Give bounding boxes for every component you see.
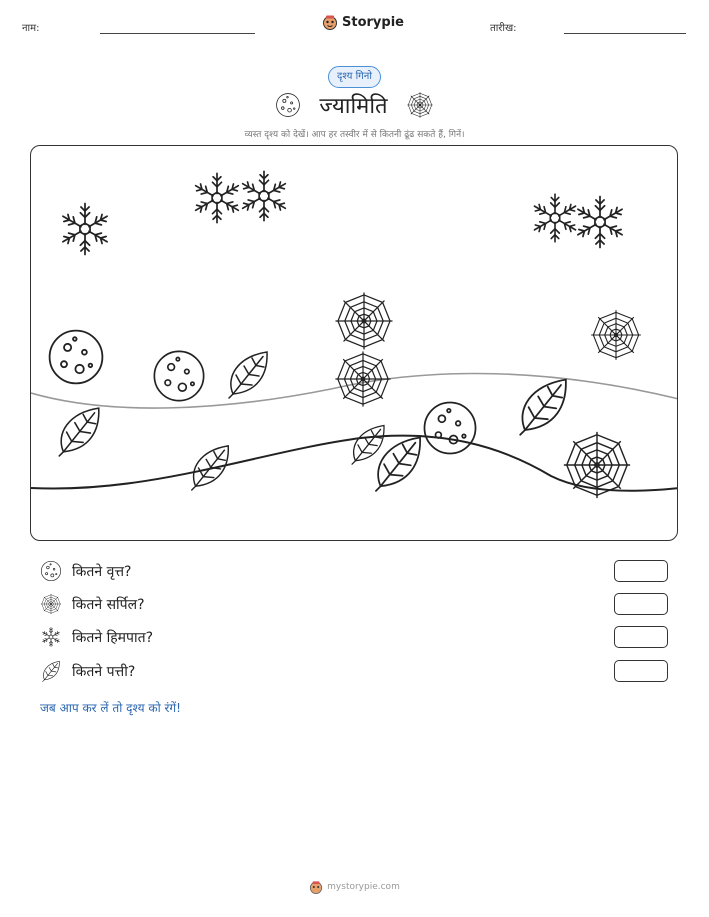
question-text: कितने पत्ती? xyxy=(72,663,136,680)
brand-logo xyxy=(322,14,404,30)
name-field[interactable] xyxy=(100,33,255,34)
answer-box-leaves[interactable] xyxy=(614,660,668,682)
answer-box-spirals[interactable] xyxy=(614,593,668,615)
answer-box-circles[interactable] xyxy=(614,560,668,582)
site-footer xyxy=(0,880,709,894)
hill-front xyxy=(31,436,678,491)
leaf-icon xyxy=(192,446,229,490)
spiderweb-icon xyxy=(564,432,630,498)
moon-icon xyxy=(40,560,62,582)
leaf-icon xyxy=(59,408,99,456)
question-text: कितने वृत्त? xyxy=(72,563,132,580)
snowflake-icon xyxy=(532,194,577,242)
storypie-mascot-icon xyxy=(322,14,338,30)
question-text: कितने सर्पिल? xyxy=(72,596,145,613)
snowflake-icon xyxy=(40,626,62,648)
name-label: नाम: xyxy=(22,23,40,34)
site-url[interactable]: mystorypie.com xyxy=(327,882,400,892)
question-row-snowflakes xyxy=(40,626,153,648)
scene-panel[interactable] xyxy=(30,145,678,541)
spiderweb-icon xyxy=(40,593,62,615)
brand-name: Storypie xyxy=(342,14,404,30)
worksheet-title: ज्यामिति xyxy=(319,94,388,119)
storypie-mascot-icon xyxy=(309,880,323,894)
spiderweb-icon xyxy=(335,351,390,406)
answer-box-snowflakes[interactable] xyxy=(614,626,668,648)
moon-icon xyxy=(154,351,203,400)
worksheet-badge: दृश्य गिनो xyxy=(328,66,381,88)
snowflake-icon xyxy=(576,196,625,247)
leaf-icon xyxy=(40,660,62,682)
snowflake-icon xyxy=(61,203,110,254)
question-text: कितने हिमपात? xyxy=(72,629,153,646)
date-label: तारीख: xyxy=(490,23,517,34)
spiderweb-icon xyxy=(406,91,434,119)
instruction-text: व्यस्त दृश्य को देखें। आप हर तस्वीर में से कितनी ढूंढ सकते हैं, गिनें। xyxy=(244,130,465,140)
snowflake-icon xyxy=(193,173,240,222)
moon-icon xyxy=(275,92,301,118)
moon-icon xyxy=(50,331,103,384)
leaf-icon xyxy=(352,426,384,465)
leaf-icon xyxy=(376,437,420,490)
question-row-circles xyxy=(40,560,131,582)
leaf-icon xyxy=(229,352,267,398)
coloring-note: जब आप कर लें तो दृश्य को रंगें! xyxy=(40,701,181,715)
spiderweb-icon xyxy=(335,292,392,349)
scene-illustration xyxy=(31,146,678,541)
question-row-leaves xyxy=(40,660,135,682)
leaf-icon xyxy=(520,380,566,435)
spiderweb-icon xyxy=(591,310,641,360)
moon-icon xyxy=(424,402,475,453)
snowflake-icon xyxy=(240,171,287,220)
question-row-spirals xyxy=(40,593,145,615)
date-field[interactable] xyxy=(564,33,686,34)
